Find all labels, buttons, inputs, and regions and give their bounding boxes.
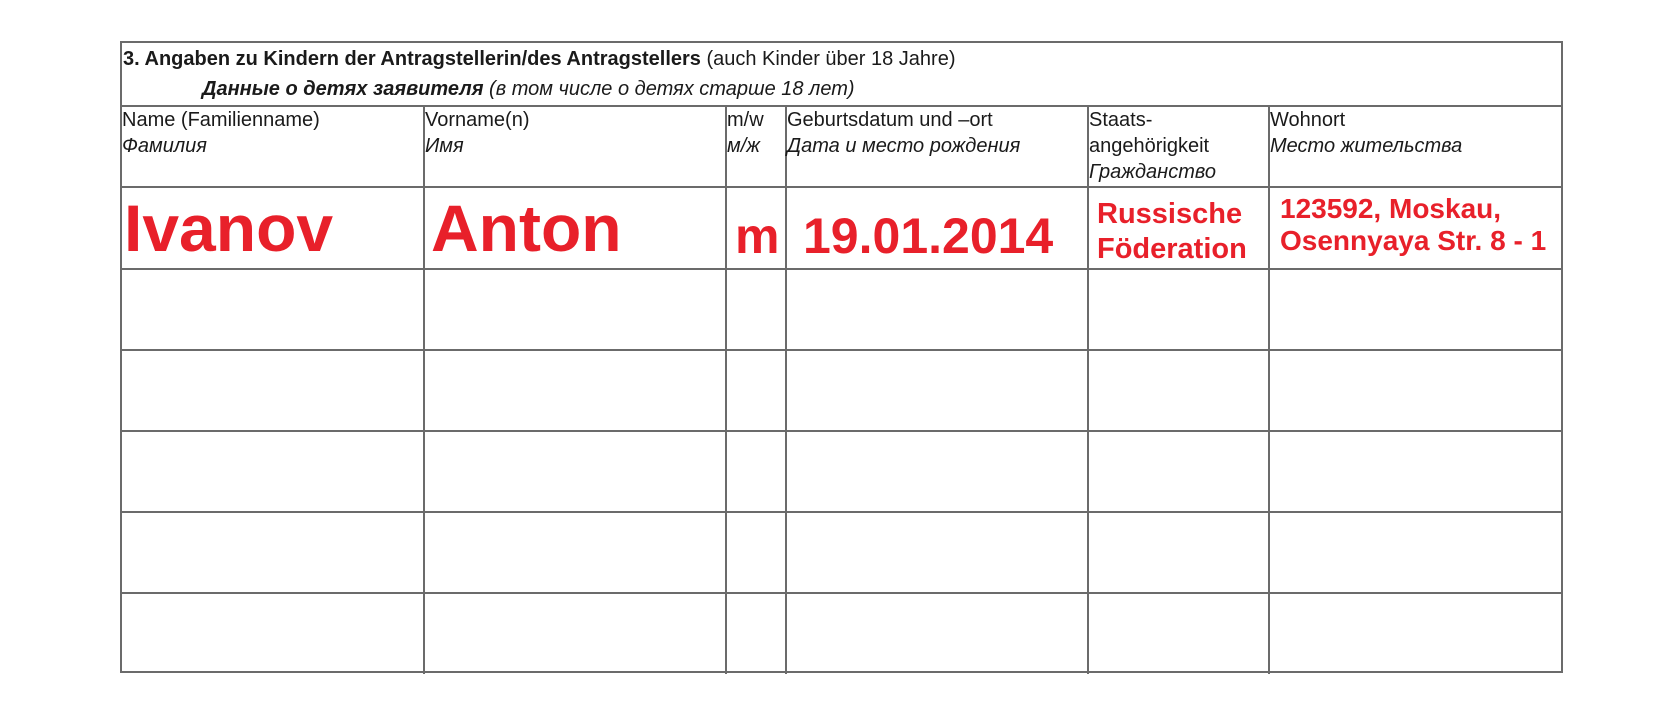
empty-cell[interactable] — [1269, 593, 1561, 674]
empty-cell[interactable] — [726, 593, 786, 674]
residence-value-line2: Osennyaya Str. 8 - 1 — [1280, 225, 1547, 256]
col-header-label-de-line2: angehörigkeit — [1089, 135, 1210, 157]
residence-cell[interactable] — [1269, 187, 1561, 269]
citizenship-cell[interactable] — [1088, 187, 1269, 269]
empty-cell[interactable] — [424, 512, 726, 593]
empty-cell[interactable] — [786, 269, 1088, 350]
section-title-bold: 3. Angaben zu Kindern der Antragstellerin/des Antragstellers — [123, 48, 701, 70]
table-row — [122, 593, 1561, 674]
empty-cell[interactable] — [1088, 350, 1269, 431]
empty-cell[interactable] — [786, 350, 1088, 431]
col-header-residence — [1269, 107, 1561, 187]
empty-cell[interactable] — [122, 431, 424, 512]
empty-cell[interactable] — [1269, 269, 1561, 350]
sex-value: m — [735, 208, 780, 264]
empty-cell[interactable] — [122, 350, 424, 431]
col-header-label-de: Geburtsdatum und –ort — [787, 109, 993, 131]
empty-cell[interactable] — [726, 269, 786, 350]
section-subtitle-bold: Данные о детях заявителя — [202, 78, 484, 100]
col-header-label-de: m/w — [727, 109, 764, 131]
col-header-label-de: Name (Familienname) — [122, 109, 320, 131]
empty-cell[interactable] — [122, 269, 424, 350]
empty-cell[interactable] — [1088, 512, 1269, 593]
children-table — [122, 107, 1561, 674]
surname-value: Ivanov — [124, 191, 334, 265]
col-header-label-ru: м/ж — [727, 135, 761, 157]
empty-cell[interactable] — [786, 593, 1088, 674]
col-header-label-ru: Фамилия — [122, 135, 207, 157]
empty-cell[interactable] — [122, 512, 424, 593]
col-header-label-ru: Имя — [425, 135, 464, 157]
table-row — [122, 431, 1561, 512]
table-header-row — [122, 107, 1561, 187]
empty-cell[interactable] — [726, 431, 786, 512]
table-row — [122, 269, 1561, 350]
empty-cell[interactable] — [424, 431, 726, 512]
col-header-birth — [786, 107, 1088, 187]
section-subtitle — [202, 78, 855, 101]
empty-cell[interactable] — [786, 512, 1088, 593]
birth-date-value: 19.01.2014 — [803, 208, 1054, 264]
section-title-normal: (auch Kinder über 18 Jahre) — [700, 48, 956, 70]
surname-cell[interactable] — [122, 187, 424, 269]
col-header-label-de-line1: Staats- — [1089, 109, 1153, 131]
empty-cell[interactable] — [424, 593, 726, 674]
empty-cell[interactable] — [424, 269, 726, 350]
col-header-label-ru: Гражданство — [1089, 161, 1216, 183]
empty-cell[interactable] — [1269, 512, 1561, 593]
empty-cell[interactable] — [1088, 593, 1269, 674]
empty-cell[interactable] — [1088, 269, 1269, 350]
section-header — [122, 43, 1561, 107]
first-name-value: Anton — [431, 191, 622, 265]
empty-cell[interactable] — [786, 431, 1088, 512]
section-title — [123, 48, 956, 71]
first-name-cell[interactable] — [424, 187, 726, 269]
col-header-citizenship — [1088, 107, 1269, 187]
col-header-first-name — [424, 107, 726, 187]
col-header-label-de: Wohnort — [1270, 109, 1346, 131]
citizenship-value-line1: Russische — [1097, 198, 1243, 230]
table-row — [122, 350, 1561, 431]
empty-cell[interactable] — [424, 350, 726, 431]
table-row — [122, 512, 1561, 593]
empty-cell[interactable] — [726, 350, 786, 431]
col-header-label-de: Vorname(n) — [425, 109, 530, 131]
citizenship-value-line2: Föderation — [1097, 233, 1247, 265]
section-subtitle-normal: (в том числе о детях старше 18 лет) — [483, 78, 855, 100]
empty-cell[interactable] — [726, 512, 786, 593]
col-header-sex — [726, 107, 786, 187]
residence-value-line1: 123592, Moskau, — [1280, 193, 1502, 224]
empty-cell[interactable] — [1088, 431, 1269, 512]
sex-cell[interactable] — [726, 187, 786, 269]
empty-cell[interactable] — [122, 593, 424, 674]
birth-cell[interactable] — [786, 187, 1088, 269]
children-info-form — [120, 41, 1563, 673]
table-row — [122, 187, 1561, 269]
empty-cell[interactable] — [1269, 350, 1561, 431]
col-header-label-ru: Место жительства — [1270, 135, 1463, 157]
empty-cell[interactable] — [1269, 431, 1561, 512]
col-header-label-ru: Дата и место рождения — [787, 135, 1021, 157]
col-header-surname — [122, 107, 424, 187]
